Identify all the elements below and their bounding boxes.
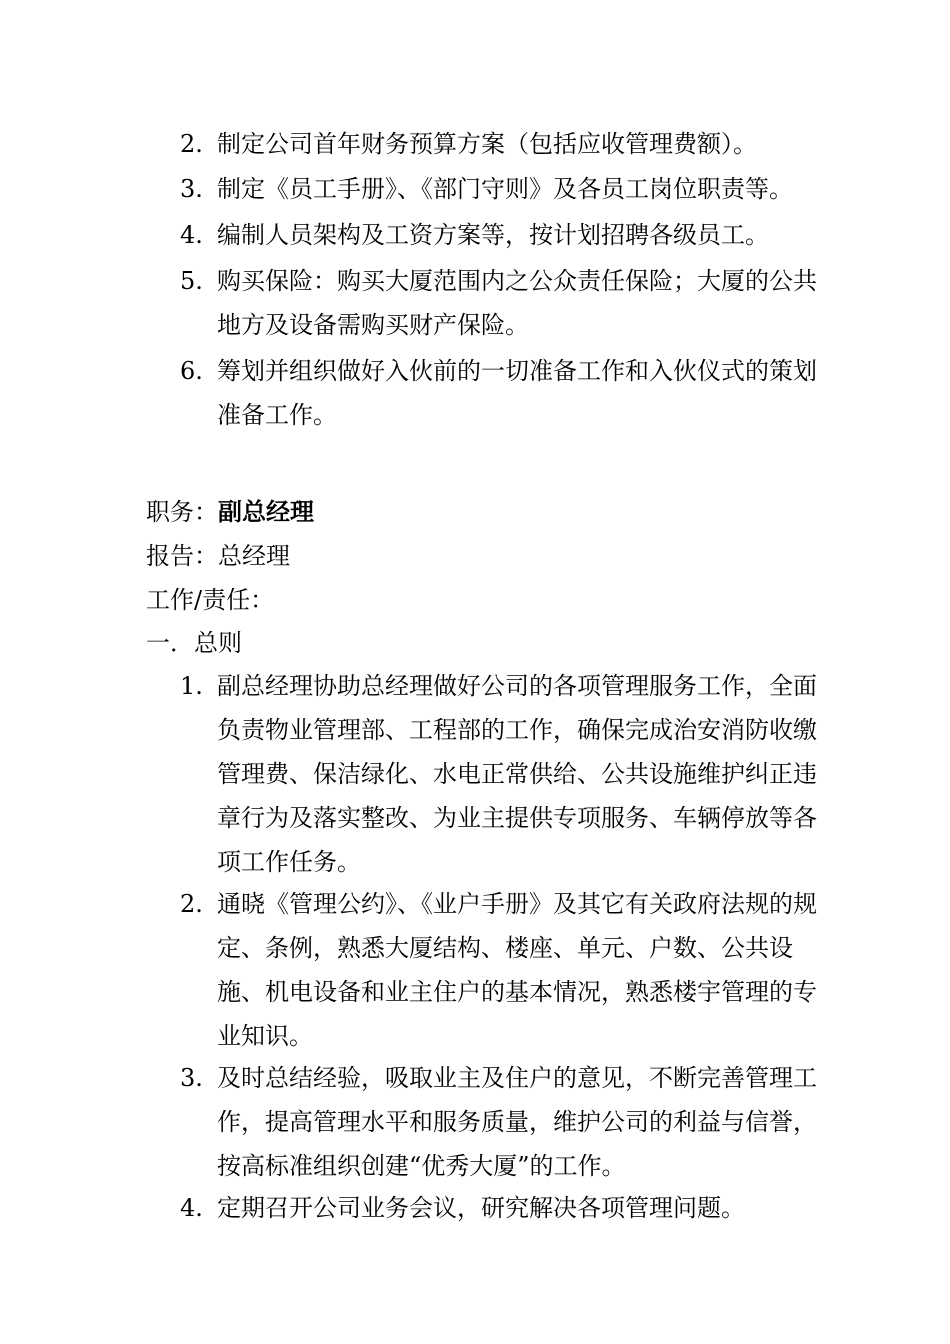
list-item <box>180 1186 860 1230</box>
list-number: 3. <box>180 175 203 203</box>
list-number: 3. <box>180 1064 203 1092</box>
report-line <box>146 534 290 578</box>
list-text: 制定《员工手册》、《部门守则》及各员工岗位职责等。 <box>217 175 793 203</box>
section-heading: 一．总则 <box>146 629 242 657</box>
list-number: 2. <box>180 890 203 918</box>
list-item <box>180 259 860 347</box>
list-number: 6. <box>180 357 203 385</box>
duties-label: 工作/责任： <box>146 586 275 614</box>
report-value: 总经理 <box>218 542 290 570</box>
list-number: 2. <box>180 130 203 158</box>
list-text: 购买保险：购买大厦范围内之公众责任保险；大厦的公共地方及设备需购买财产保险。 <box>217 267 817 339</box>
list-item <box>180 882 860 1058</box>
report-label: 报告： <box>146 542 218 570</box>
list-item <box>180 122 860 166</box>
position-line <box>146 490 314 534</box>
list-item <box>180 1056 860 1188</box>
list-text: 筹划并组织做好入伙前的一切准备工作和入伙仪式的策划准备工作。 <box>217 357 817 429</box>
list-number: 1. <box>180 672 203 700</box>
list-number: 4. <box>180 221 203 249</box>
position-label: 职务： <box>146 498 218 526</box>
list-text: 及时总结经验，吸取业主及住户的意见，不断完善管理工作，提高管理水平和服务质量，维护公司的利益与信誉，按高标准组织创建“优秀大厦”的工作。 <box>217 1064 817 1180</box>
list-text: 副总经理协助总经理做好公司的各项管理服务工作，全面负责物业管理部、工程部的工作，确保完成治安消防收缴管理费、保洁绿化、水电正常供给、公共设施维护纠正违章行为及落实整改、为业主提供专项服务、车辆停放等各项工作任务。 <box>217 672 817 876</box>
list-item <box>180 664 860 884</box>
list-text: 定期召开公司业务会议，研究解决各项管理问题。 <box>217 1194 745 1222</box>
list-text: 制定公司首年财务预算方案（包括应收管理费额）。 <box>217 130 757 158</box>
list-text: 通晓《管理公约》、《业户手册》及其它有关政府法规的规定、条例，熟悉大厦结构、楼座、单元、户数、公共设施、机电设备和业主住户的基本情况，熟悉楼宇管理的专业知识。 <box>217 890 817 1050</box>
position-title: 副总经理 <box>218 497 314 526</box>
list-item <box>180 167 860 211</box>
list-number: 5. <box>180 267 203 295</box>
list-text: 编制人员架构及工资方案等，按计划招聘各级员工。 <box>217 221 769 249</box>
list-item <box>180 213 860 257</box>
list-item <box>180 349 860 437</box>
list-number: 4. <box>180 1194 203 1222</box>
